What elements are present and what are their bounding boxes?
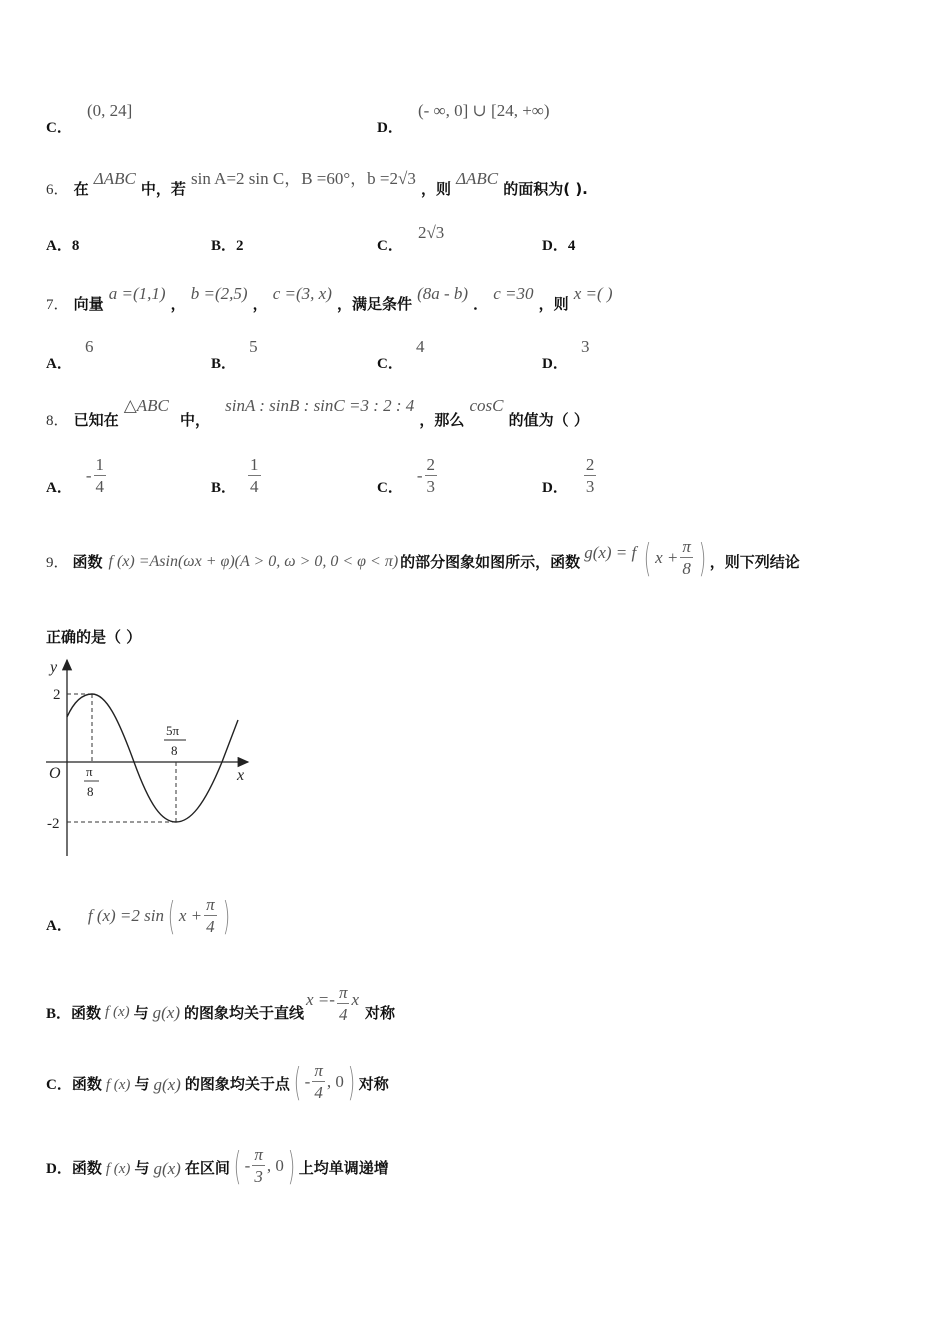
- math-triangle: ΔABC: [456, 169, 499, 188]
- fraction: [312, 1062, 325, 1101]
- option-text: 与: [133, 1004, 149, 1022]
- math-f: f (x): [105, 1161, 131, 1177]
- minus-sign: -: [85, 465, 92, 485]
- denominator: 4: [338, 1005, 348, 1024]
- left-paren: (: [293, 1059, 301, 1104]
- denominator: 4: [95, 477, 105, 496]
- numerator: π: [206, 895, 215, 914]
- q8-option-c: [377, 454, 439, 497]
- svg-text:x: x: [237, 767, 245, 784]
- question-6-stem: [46, 164, 588, 198]
- q7-option-c: [377, 336, 425, 372]
- stem-text: ，则下列结论: [709, 553, 800, 571]
- option-text: 与: [134, 1159, 150, 1177]
- svg-text:O: O: [49, 765, 61, 782]
- stem-text: 中，: [180, 411, 211, 429]
- numerator: 1: [95, 455, 105, 474]
- stem-text: 在: [73, 180, 89, 198]
- stem-text: ，则: [420, 180, 451, 198]
- stem-text: 函数: [72, 553, 103, 571]
- option-text: 函数: [71, 1004, 102, 1022]
- q6-option-b: [211, 234, 244, 255]
- math-vector-c: c =(3, x): [272, 284, 332, 303]
- math-cosc: cosC: [469, 396, 504, 415]
- numerator: 2: [426, 455, 436, 474]
- math-expression: (8a - b): [417, 284, 469, 303]
- option-value: 5: [249, 337, 258, 356]
- math-expression: x +: [178, 905, 203, 925]
- option-label: C．: [377, 480, 403, 496]
- numerator: π: [338, 983, 348, 1002]
- option-value: (0, 24]: [86, 101, 133, 120]
- math-g: g(x): [153, 1074, 181, 1094]
- math-f: f (x): [105, 1077, 131, 1093]
- option-label: D．: [46, 1161, 72, 1177]
- left-paren: (: [643, 535, 652, 580]
- question-number: 7．: [46, 297, 69, 313]
- option-text: 的图象均关于直线: [184, 1004, 305, 1022]
- math-expression: c =30: [493, 284, 534, 303]
- right-paren: ): [222, 893, 230, 938]
- right-paren: ): [347, 1059, 355, 1104]
- minus-sign: -: [244, 1155, 251, 1175]
- minus-sign: -: [304, 1071, 311, 1091]
- q7-option-b: [211, 336, 258, 372]
- stem-text: ，则: [538, 295, 569, 313]
- option-label: A．: [46, 356, 72, 372]
- denominator: 3: [426, 477, 436, 496]
- option-text: 与: [134, 1075, 150, 1093]
- minus-sign: -: [416, 465, 423, 485]
- denominator: 4: [206, 917, 215, 936]
- math-vector-a: a =(1,1): [108, 284, 166, 303]
- math-condition: sin A=2 sin C，B =60°，b =2√3: [191, 169, 416, 188]
- option-text: 对称: [358, 1075, 389, 1093]
- q6-option-a: [46, 234, 79, 255]
- option-text: 上均单调递增: [298, 1159, 389, 1177]
- stem-text: ，那么: [419, 411, 465, 429]
- option-value: (- ∞, 0] ∪ [24, +∞): [417, 101, 550, 120]
- fraction: [204, 896, 217, 935]
- q6-option-c: [377, 222, 445, 254]
- q9-option-c: [46, 1059, 389, 1104]
- question-8-stem: [46, 395, 589, 429]
- math-expression: f (x) =2 sin: [87, 905, 164, 925]
- math-g: g(x): [152, 1002, 180, 1022]
- stem-text: 向量: [73, 295, 104, 313]
- stem-text: ，满足条件: [336, 295, 412, 313]
- math-function-g: g(x) = f: [584, 542, 637, 562]
- numerator: π: [254, 1145, 263, 1164]
- math-function-f: f (x) =Asin(ωx + φ)(A > 0, ω > 0, 0 < φ < π): [108, 552, 399, 570]
- numerator: 1: [250, 455, 259, 474]
- option-value: 6: [84, 337, 94, 356]
- math-g: g(x): [153, 1158, 181, 1178]
- option-value: 3: [580, 337, 590, 356]
- option-label: D．: [377, 120, 403, 136]
- option-label: B．: [211, 480, 237, 496]
- question-9-stem: [46, 535, 800, 580]
- stem-text: 中，若: [140, 180, 186, 198]
- option-text: 函数: [71, 1075, 102, 1093]
- q9-option-a: [46, 893, 233, 938]
- option-value: 2: [236, 238, 244, 254]
- stem-text: 已知在: [73, 411, 119, 429]
- q6-option-d: [542, 234, 575, 255]
- fraction: [252, 1146, 265, 1185]
- numerator: π: [314, 1061, 323, 1080]
- math-expression: , 0: [266, 1155, 284, 1175]
- q9-option-b: [46, 984, 395, 1023]
- numerator: π: [682, 537, 691, 556]
- svg-text:8: 8: [87, 784, 94, 799]
- svg-text:8: 8: [171, 743, 178, 758]
- q9-option-d: [46, 1143, 389, 1188]
- option-label: C．: [46, 1077, 72, 1093]
- denominator: 4: [314, 1083, 323, 1102]
- option-label: D．: [542, 480, 568, 496]
- option-label: A．: [46, 918, 72, 934]
- math-vector-b: b =(2,5): [190, 284, 248, 303]
- question-number: 6．: [46, 182, 69, 198]
- q5-option-c: [46, 100, 133, 136]
- fraction: [248, 456, 261, 495]
- math-f: f (x): [105, 1004, 130, 1020]
- q8-option-d: [542, 454, 598, 497]
- fraction: [337, 984, 350, 1023]
- option-label: C．: [377, 238, 403, 254]
- right-paren: ): [698, 535, 707, 580]
- numerator: 2: [585, 455, 595, 474]
- option-label: D．: [542, 238, 568, 254]
- fraction: [584, 456, 597, 495]
- option-label: B．: [211, 238, 237, 254]
- math-triangle: ΔABC: [93, 169, 136, 188]
- denominator: 4: [250, 477, 259, 496]
- sine-graph: [40, 652, 260, 862]
- q7-option-d: [542, 336, 590, 372]
- q5-option-d: [377, 100, 550, 136]
- math-expression: , 0: [326, 1071, 344, 1091]
- option-label: D．: [542, 356, 568, 372]
- math-triangle: △ABC: [123, 396, 169, 415]
- question-number: 9．: [46, 555, 69, 571]
- math-expression: x =( ): [573, 284, 613, 303]
- svg-text:2: 2: [53, 687, 61, 703]
- math-ratio: sinA : sinB : sinC =3 : 2 : 4: [225, 396, 415, 415]
- stem-text: 的面积为( ).: [503, 180, 588, 198]
- right-paren: ): [287, 1143, 295, 1188]
- sine-curve: [67, 694, 238, 822]
- fraction: [425, 456, 438, 495]
- option-text: 的图象均关于点: [184, 1075, 290, 1093]
- svg-text:π: π: [86, 764, 93, 779]
- option-label: A．: [46, 238, 72, 254]
- option-value: 4: [567, 238, 576, 254]
- stem-text: 的部分图象如图所示，函数: [400, 553, 581, 571]
- denominator: 3: [585, 477, 595, 496]
- fraction: [680, 538, 693, 577]
- option-label: A．: [46, 480, 72, 496]
- svg-text:y: y: [50, 659, 58, 676]
- option-text: 函数: [71, 1159, 102, 1177]
- option-label: B．: [46, 1006, 72, 1022]
- math-expression: x =-: [306, 989, 335, 1009]
- option-label: C．: [46, 120, 72, 136]
- q8-option-a: [46, 454, 108, 497]
- question-number: 8．: [46, 413, 69, 429]
- stem-text: ，: [252, 295, 268, 313]
- option-value: 4: [415, 337, 425, 356]
- question-7-stem: [46, 283, 613, 313]
- option-text: 在区间: [184, 1159, 230, 1177]
- option-value: 2√3: [417, 223, 445, 242]
- math-expression: x: [351, 989, 360, 1009]
- left-paren: (: [167, 893, 176, 938]
- denominator: 3: [254, 1167, 263, 1186]
- option-label: B．: [211, 356, 237, 372]
- option-label: C．: [377, 356, 403, 372]
- question-9-stem-continued: 正确的是（ ）: [46, 628, 142, 646]
- fraction: [94, 456, 107, 495]
- svg-text:-2: -2: [47, 816, 60, 832]
- stem-text: 的值为（ ）: [508, 411, 589, 429]
- left-paren: (: [233, 1143, 241, 1188]
- q7-option-a: [46, 336, 94, 372]
- denominator: 8: [682, 559, 691, 578]
- option-text: 对称: [365, 1004, 396, 1022]
- stem-text: ．: [473, 295, 489, 313]
- option-value: 8: [71, 238, 80, 254]
- math-expression: x +: [655, 547, 679, 567]
- q8-option-b: [211, 454, 263, 497]
- stem-text: ，: [170, 295, 186, 313]
- svg-text:5π: 5π: [166, 723, 180, 738]
